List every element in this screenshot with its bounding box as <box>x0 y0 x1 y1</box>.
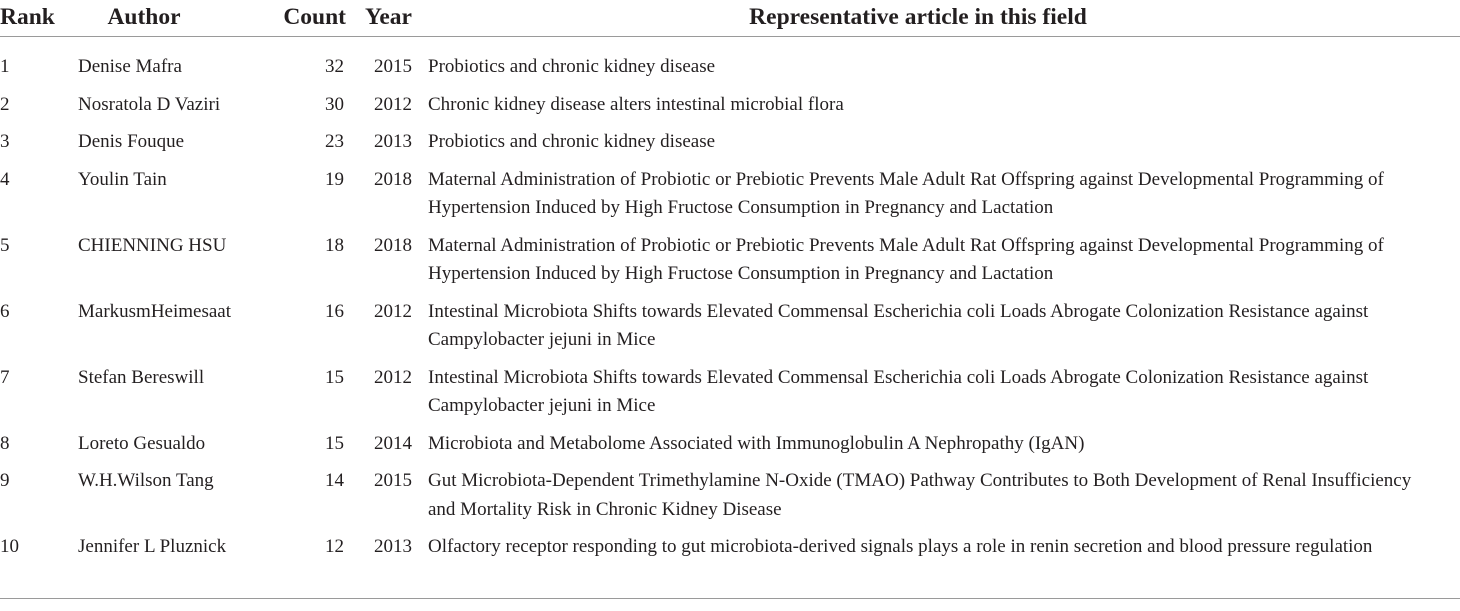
table-header <box>0 0 1460 37</box>
count-cell: 30 <box>325 93 344 115</box>
author-cell: W.H.Wilson Tang <box>78 470 214 491</box>
article-cell: Probiotics and chronic kidney disease <box>428 131 716 152</box>
author-cell: CHIENNING HSU <box>78 234 227 256</box>
rank-cell: 7 <box>0 366 10 388</box>
rank-cell: 2 <box>0 93 10 115</box>
table-row <box>0 124 1460 162</box>
author-cell: Youlin Tain <box>78 168 167 190</box>
rank-cell: 6 <box>0 300 10 322</box>
article-cell: Gut Microbiota-Dependent Trimethylamine N-Oxide (TMAO) Pathway Contributes to Both Development of Renal Insufficiency and Mortality Risk in Chronic Kidney Disease <box>428 470 1412 520</box>
count-cell: 15 <box>325 432 344 454</box>
header-row <box>0 0 1460 37</box>
table-row <box>0 87 1460 125</box>
rank-cell: 5 <box>0 234 10 256</box>
author-cell: MarkusmHeimesaat <box>78 300 232 322</box>
author-cell: Denise Mafra <box>78 56 182 77</box>
table-row <box>0 426 1460 464</box>
article-cell: Intestinal Microbiota Shifts towards Elevated Commensal Escherichia coli Loads Abrogate Colonization Resistance against Campylobacter jejuni in Mice <box>428 300 1369 350</box>
count-cell: 18 <box>325 234 344 256</box>
article-cell: Olfactory receptor responding to gut microbiota-derived signals plays a role in renin secretion and blood pressure regulation <box>416 529 1460 599</box>
table-row <box>0 162 1460 228</box>
count-cell: 32 <box>325 56 344 77</box>
article-cell: Chronic kidney disease alters intestinal microbial flora <box>428 93 844 115</box>
table-row <box>0 529 1460 599</box>
year-cell: 2018 <box>374 234 412 256</box>
article-cell: Microbiota and Metabolome Associated with Immunoglobulin A Nephropathy (IgAN) <box>428 432 1085 454</box>
year-cell: 2014 <box>374 432 412 454</box>
count-cell: 19 <box>325 168 344 190</box>
year-cell: 2012 <box>374 93 412 115</box>
year-cell: 2012 <box>374 366 412 388</box>
count-cell: 14 <box>325 470 344 491</box>
author-cell: Loreto Gesualdo <box>78 432 206 454</box>
article-cell: Maternal Administration of Probiotic or Prebiotic Prevents Male Adult Rat Offspring against Developmental Programming of Hypertension Induced by High Fructose Consumption in Pregnancy and Lactation <box>428 234 1384 284</box>
year-cell: 2015 <box>374 470 412 491</box>
year-cell: 2018 <box>374 168 412 190</box>
article-cell: Probiotics and chronic kidney disease <box>428 56 716 77</box>
rank-cell: 9 <box>0 470 10 491</box>
rank-cell: 3 <box>0 131 10 152</box>
year-cell: 2013 <box>346 529 416 599</box>
count-cell: 12 <box>256 529 346 599</box>
count-cell: 16 <box>325 300 344 322</box>
count-cell: 15 <box>325 366 344 388</box>
header-year: Year <box>346 0 416 37</box>
rank-cell: 4 <box>0 168 10 190</box>
header-article: Representative article in this field <box>416 0 1460 37</box>
year-cell: 2015 <box>374 56 412 77</box>
author-cell: Jennifer L Pluznick <box>66 529 256 599</box>
table-row <box>0 37 1460 87</box>
table-row <box>0 360 1460 426</box>
table-row <box>0 463 1460 529</box>
count-cell: 23 <box>325 131 344 152</box>
rank-cell: 1 <box>0 56 10 77</box>
table-row <box>0 294 1460 360</box>
table-row <box>0 228 1460 294</box>
table-body <box>0 37 1460 599</box>
header-rank: Rank <box>0 0 66 37</box>
rank-cell: 10 <box>0 529 66 599</box>
author-cell: Nosratola D Vaziri <box>78 93 221 115</box>
header-count: Count <box>256 0 346 37</box>
article-cell: Maternal Administration of Probiotic or Prebiotic Prevents Male Adult Rat Offspring against Developmental Programming of Hypertension Induced by High Fructose Consumption in Pregnancy and Lactation <box>428 168 1384 218</box>
article-cell: Intestinal Microbiota Shifts towards Elevated Commensal Escherichia coli Loads Abrogate Colonization Resistance against Campylobacter jejuni in Mice <box>428 366 1369 416</box>
rank-cell: 8 <box>0 432 10 454</box>
year-cell: 2013 <box>374 131 412 152</box>
year-cell: 2012 <box>374 300 412 322</box>
author-cell: Denis Fouque <box>78 131 185 152</box>
author-cell: Stefan Bereswill <box>78 366 205 388</box>
header-author: Author <box>66 0 256 37</box>
